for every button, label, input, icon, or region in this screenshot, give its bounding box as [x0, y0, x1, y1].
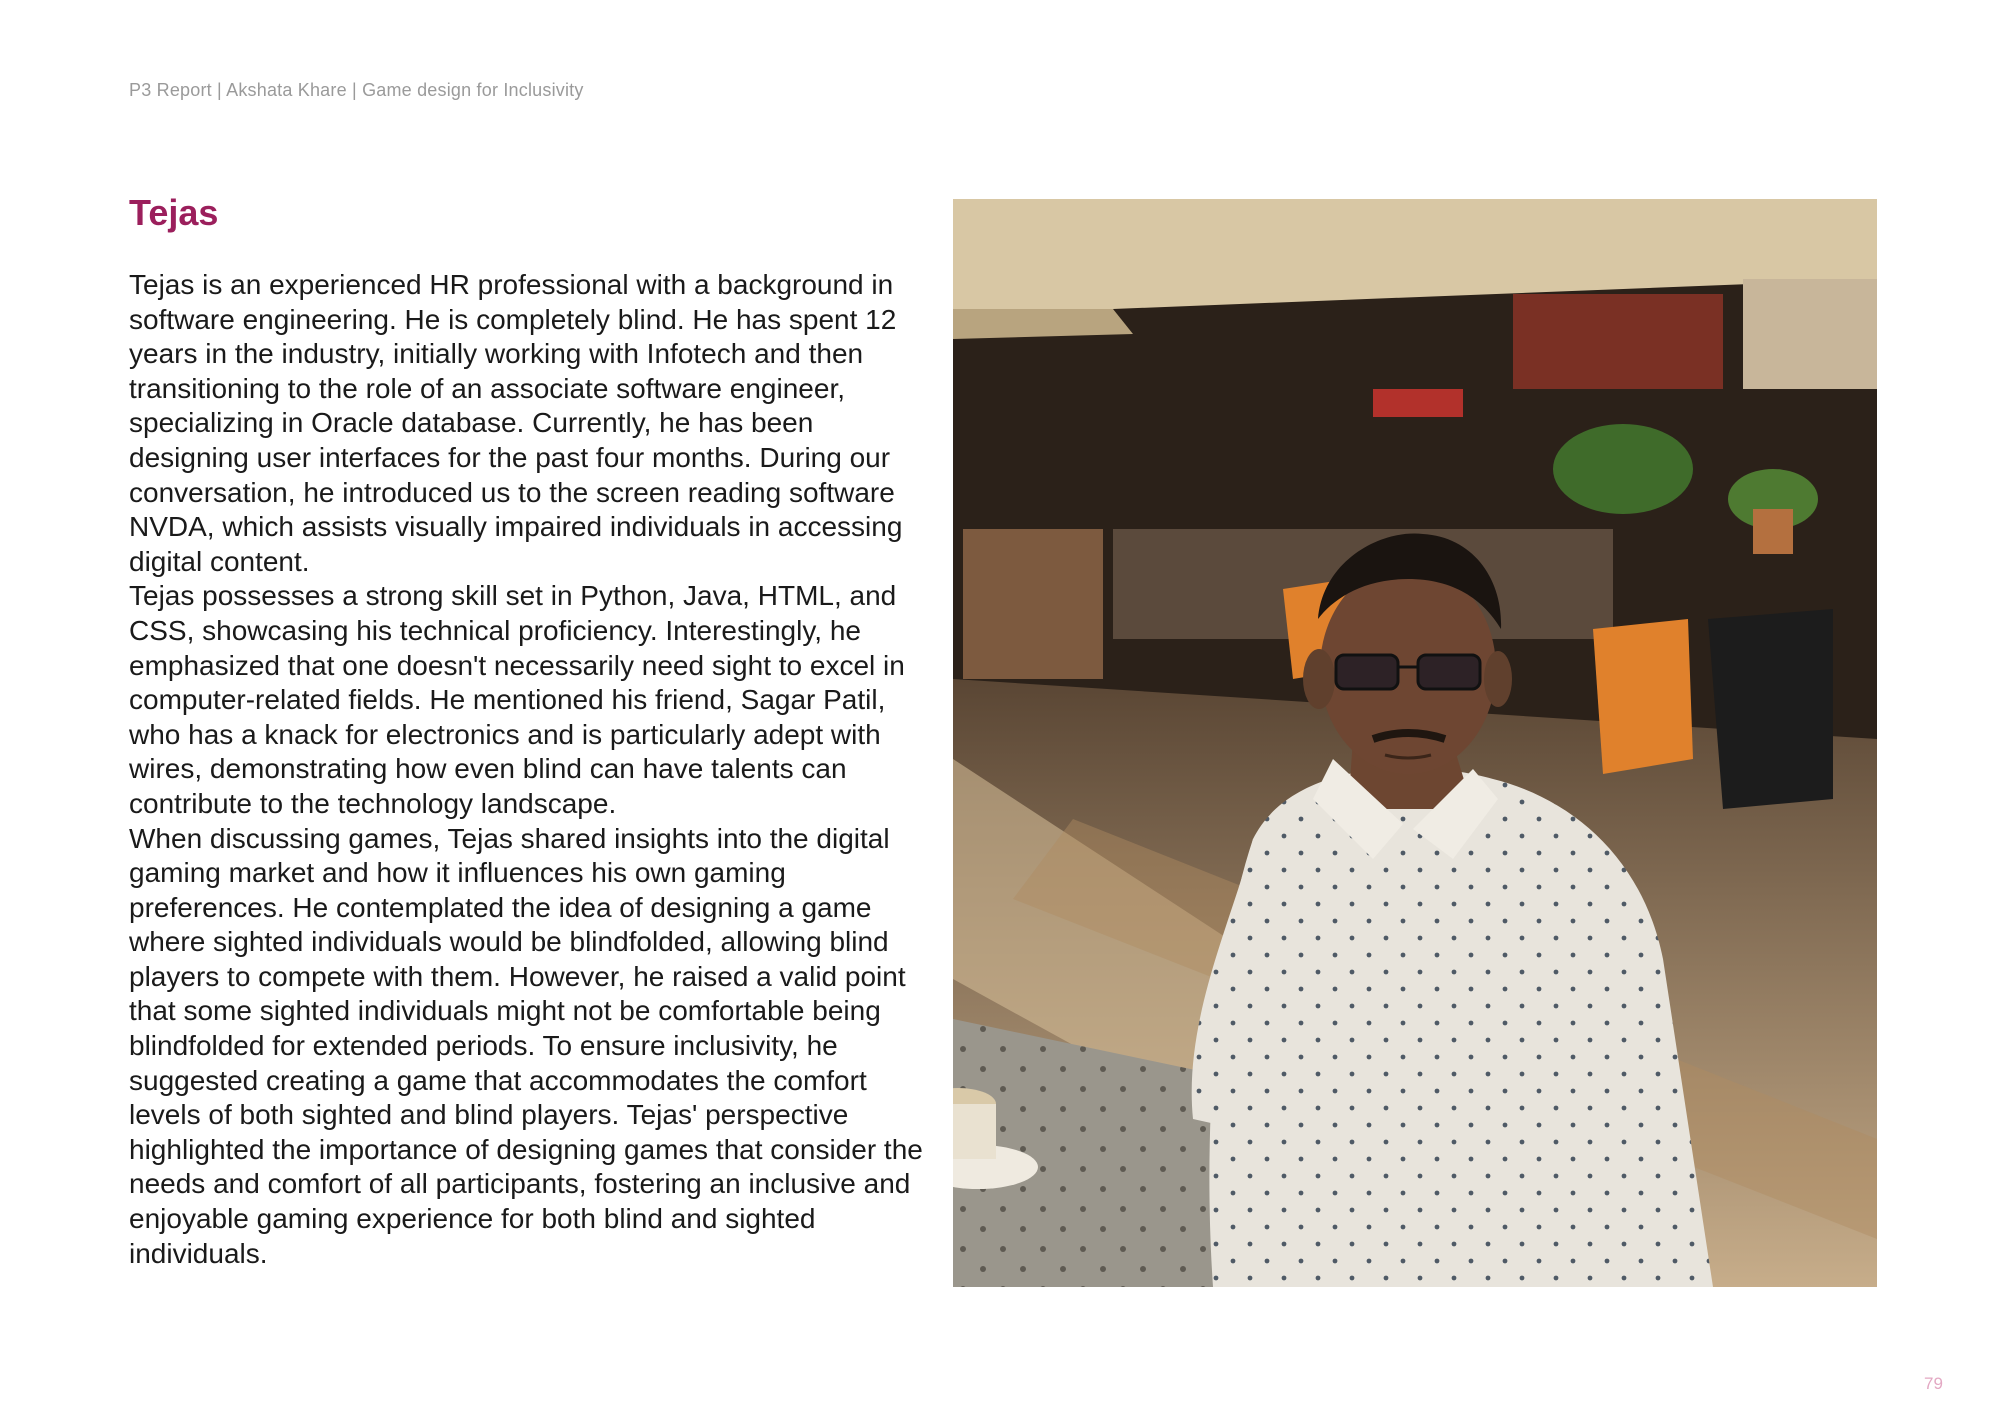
- paragraph-3: When discussing games, Tejas shared insights into the digital gaming market and how it influences his own gaming preferences. He contemplated the idea of designing a game where sighted individuals would be blindfolded, allowing blind players to compete with them. However, he raised a valid point that some sighted individuals might not be comfortable being blindfolded for extended periods. To ensure inclusivity, he suggested creating a game that accommodates the comfort levels of both sighted and blind players. Tejas' perspective highlighted the importance of designing games that consider the needs and comfort of all participants, fostering an inclusive and enjoyable gaming experience for both blind and sighted individuals.: [129, 822, 923, 1269]
- portrait-photo: [953, 199, 1877, 1287]
- paragraph-2: Tejas possesses a strong skill set in Python, Java, HTML, and CSS, showcasing his technical proficiency. Interestingly, he emphasized that one doesn't necessarily need sight to excel in computer-related fields. He mentioned his friend, Sagar Patil, who has a knack for electronics and is particularly adept with wires, demonstrating how even blind can have talents can contribute to the technology landscape.: [129, 580, 905, 819]
- page-title: Tejas: [129, 192, 219, 233]
- photo-illustration: [953, 199, 1877, 1287]
- paragraph-1: Tejas is an experienced HR professional with a background in software engineering. He is completely blind. He has spent 12 years in the industry, initially working with Infotech and then transitioning to the role of an associate software engineer, specializing in Oracle database. Currently, he has been designing user interfaces for the past four months. During our conversation, he introduced us to the screen reading software NVDA, which assists visually impaired individuals in accessing digital content.: [129, 269, 903, 577]
- page-number: 79: [1924, 1374, 1943, 1393]
- running-header: P3 Report | Akshata Khare | Game design for Inclusivity: [129, 80, 584, 100]
- body-text: [129, 268, 929, 1271]
